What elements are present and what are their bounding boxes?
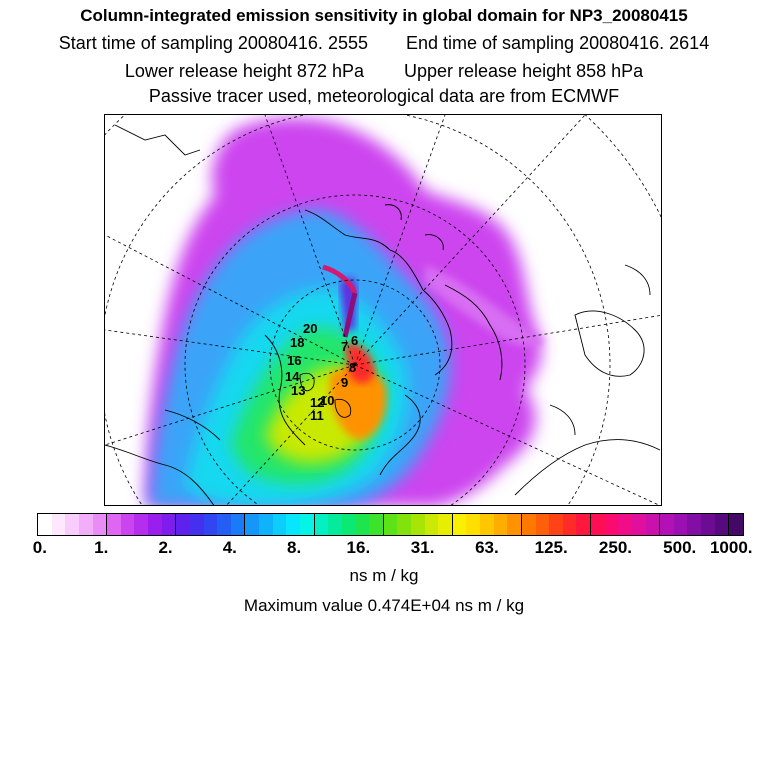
- map-label: 8: [349, 360, 357, 375]
- colorbar-swatch: [576, 514, 590, 535]
- upper-release-height: Upper release height 858 hPa: [404, 61, 644, 81]
- colorbar-swatch: [204, 514, 218, 535]
- colorbar-tick-label: 63.: [475, 538, 499, 557]
- map-label: 11: [310, 408, 324, 423]
- lower-release-height: Lower release height 872 hPa: [124, 61, 364, 81]
- colorbar-swatch: [121, 514, 135, 535]
- colorbar-tick-label: 0.: [32, 538, 47, 557]
- colorbar-tick-label: 31.: [410, 538, 435, 557]
- colorbar-swatch: [383, 514, 398, 535]
- colorbar-swatch: [231, 514, 245, 535]
- colorbar-swatch: [728, 514, 743, 535]
- colorbar-swatch: [217, 514, 231, 535]
- end-sampling: End time of sampling 20080416. 2614: [405, 33, 710, 53]
- colorbar-swatch: [494, 514, 508, 535]
- tracer-note: Passive tracer used, meteorological data are from ECMWF: [148, 86, 620, 106]
- map-label: 10: [320, 393, 335, 408]
- colorbar-swatch: [148, 514, 162, 535]
- colorbar-swatch: [659, 514, 674, 535]
- colorbar-swatch: [590, 514, 605, 535]
- map-label: 7: [341, 339, 349, 354]
- colorbar-swatch: [300, 514, 314, 535]
- maximum-value: Maximum value 0.474E+04 ns m / kg: [243, 596, 525, 615]
- colorbar-swatch: [286, 514, 300, 535]
- colorbar-tick-label: 8.: [286, 538, 302, 557]
- colorbar-swatch: [411, 514, 425, 535]
- map-label: 12: [310, 395, 325, 410]
- colorbar-swatch: [38, 514, 52, 535]
- map-label: 13: [291, 383, 306, 398]
- map-label: 9: [341, 375, 349, 390]
- colorbar-swatch: [521, 514, 536, 535]
- colorbar-swatch: [190, 514, 204, 535]
- release-heights: [0, 61, 768, 82]
- colorbar-tick-label: 125.: [534, 538, 568, 557]
- colorbar-tick-label: 4.: [222, 538, 237, 557]
- colorbar-swatch: [175, 514, 190, 535]
- colorbar-swatch: [605, 514, 619, 535]
- colorbar-swatch: [244, 514, 259, 535]
- colorbar-tick-label: 1000.: [709, 538, 753, 557]
- colorbar-swatch: [438, 514, 452, 535]
- start-sampling: Start time of sampling 20080416. 2555: [58, 33, 368, 53]
- colorbar-swatch: [618, 514, 632, 535]
- map-canvas: [105, 115, 662, 506]
- colorbar-tick-label: 16.: [346, 538, 371, 557]
- colorbar-swatch: [507, 514, 521, 535]
- sampling-times: [0, 33, 768, 54]
- colorbar-swatch: [687, 514, 701, 535]
- colorbar-swatch: [106, 514, 121, 535]
- colorbar-swatch: [646, 514, 660, 535]
- plot-title: Column-integrated emission sensitivity in global domain for NP3_20080415: [80, 6, 688, 25]
- colorbar-swatch: [65, 514, 79, 535]
- colorbar-swatch: [466, 514, 480, 535]
- colorbar-swatch: [369, 514, 383, 535]
- colorbar: [37, 513, 744, 536]
- colorbar-swatch: [425, 514, 439, 535]
- colorbar-swatch: [162, 514, 176, 535]
- map-label: 14: [285, 369, 300, 384]
- emission-field: [145, 118, 545, 506]
- colorbar-swatch: [549, 514, 563, 535]
- colorbar-swatch: [674, 514, 688, 535]
- colorbar-swatch: [632, 514, 646, 535]
- colorbar-tick-label: 2.: [158, 538, 173, 557]
- map-label: 6: [351, 333, 359, 348]
- colorbar-swatch: [355, 514, 369, 535]
- colorbar-swatch: [93, 514, 107, 535]
- colorbar-swatch: [715, 514, 729, 535]
- map-label: 18: [290, 335, 305, 350]
- colorbar-tick-label: 500.: [663, 538, 697, 557]
- colorbar-swatch: [342, 514, 356, 535]
- colorbar-swatch: [536, 514, 550, 535]
- map-label: 16: [287, 353, 302, 368]
- colorbar-swatch: [314, 514, 329, 535]
- colorbar-swatch: [701, 514, 715, 535]
- sensitivity-map: [104, 114, 662, 506]
- colorbar-swatch: [328, 514, 342, 535]
- colorbar-swatch: [563, 514, 577, 535]
- colorbar-tick-label: 250.: [598, 538, 632, 557]
- colorbar-units: ns m / kg: [349, 566, 419, 585]
- colorbar-swatch: [79, 514, 93, 535]
- map-label: 20: [303, 321, 318, 336]
- colorbar-swatch: [480, 514, 494, 535]
- colorbar-swatch: [259, 514, 273, 535]
- colorbar-tick-label: 1.: [94, 538, 109, 557]
- colorbar-swatch: [273, 514, 287, 535]
- colorbar-swatch: [452, 514, 467, 535]
- colorbar-swatch: [52, 514, 66, 535]
- colorbar-swatch: [134, 514, 148, 535]
- colorbar-swatch: [397, 514, 411, 535]
